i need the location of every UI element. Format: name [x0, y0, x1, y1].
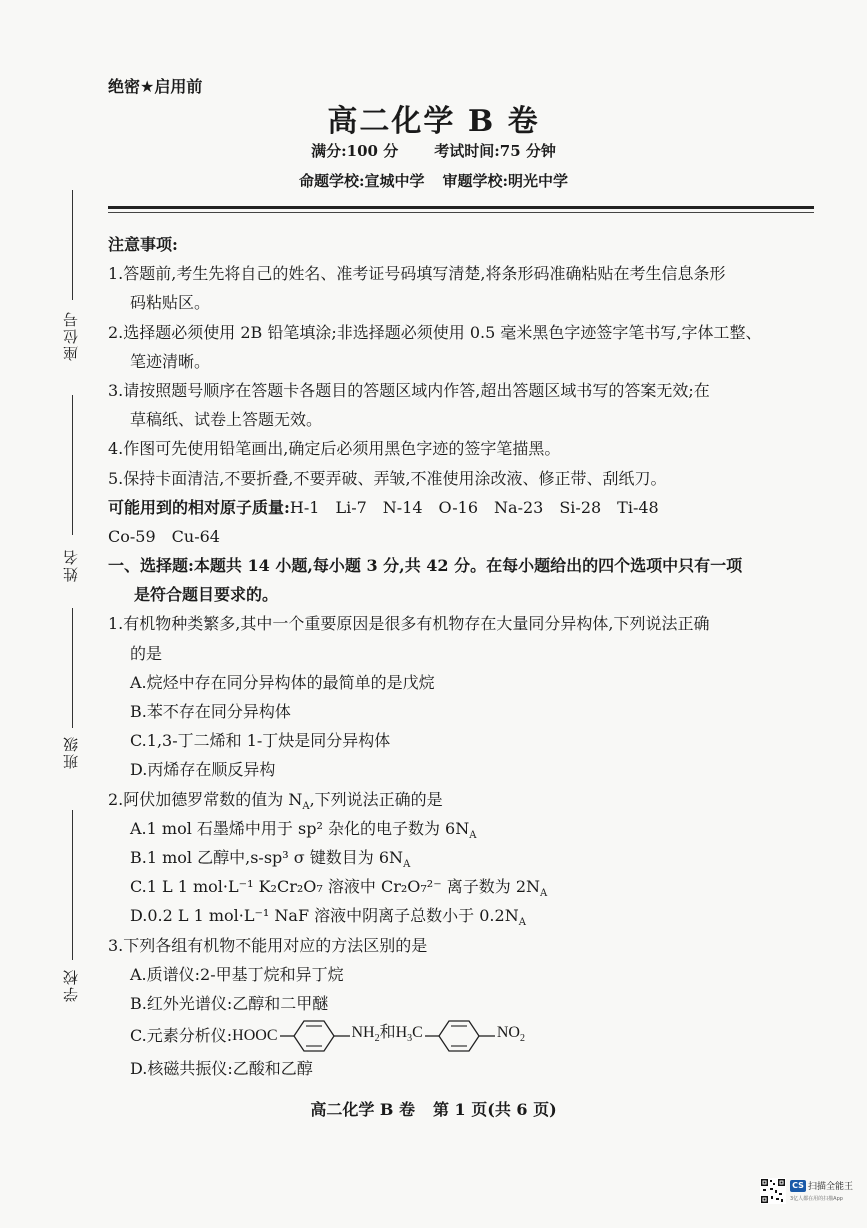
footer-title: 高二化学 B 卷: [310, 1100, 415, 1119]
exam-body: [108, 230, 818, 1083]
question-1-option-c: C.1,3-丁二烯和 1-丁炔是同分异构体: [130, 731, 391, 751]
binding-line: [72, 395, 73, 535]
binding-line: [72, 810, 73, 960]
reviewer-school: 审题学校:明光中学: [442, 172, 569, 190]
scanner-app-name: 扫描全能王: [808, 1182, 854, 1192]
na-subscript: A: [540, 888, 548, 900]
page-number: 第 1 页(共 6 页): [432, 1100, 557, 1119]
notice-item: 5.保持卡面清洁,不要折叠,不要弄破、弄皱,不准使用涂改液、修正带、刮纸刀。: [108, 468, 667, 488]
exam-time: 考试时间:75 分钟: [434, 142, 556, 160]
nh-text: NH: [351, 1023, 375, 1041]
scanner-tagline: 3亿人都在用的扫描App: [790, 1196, 843, 1202]
section-heading: 一、选择题:本题共 14 小题,每小题 3 分,共 42 分。在每小题给出的四个选项中只有一项: [108, 556, 743, 576]
na-subscript: A: [302, 800, 310, 812]
structure-group-hooc: HOOC: [232, 1027, 278, 1045]
option-text: D.0.2 L 1 mol·L⁻¹ NaF 溶液中阴离子总数小于 0.2N: [130, 906, 519, 926]
no-text: NO: [496, 1023, 520, 1041]
nh-subscript: 2: [374, 1033, 380, 1045]
binding-line: [72, 190, 73, 300]
atomic-masses-label: 可能用到的相对原子质量:: [108, 497, 290, 517]
option-text: C.1 L 1 mol·L⁻¹ K₂Cr₂O₇ 溶液中 Cr₂O₇²⁻ 离子数为 2N: [130, 877, 541, 897]
name-label: 姓名: [62, 548, 80, 582]
atomic-masses-values: H-1 Li-7 N-14 O-16 Na-23 Si-28 Ti-48: [289, 497, 659, 517]
option-text: C.元素分析仪:: [130, 1026, 233, 1046]
notice-item: 1.答题前,考生先将自己的姓名、准考证号码填写清楚,将条形码准确粘贴在考生信息条形: [108, 264, 726, 284]
na-subscript: A: [518, 917, 526, 929]
and-h-text: 和H: [379, 1023, 408, 1041]
question-3-option-c: [108, 1018, 818, 1054]
exam-schools: [0, 170, 867, 191]
confidential-mark: 绝密★启用前: [108, 77, 203, 96]
exam-meta: [0, 140, 867, 161]
benzene-ring-icon: [425, 1019, 495, 1053]
notice-item-cont: 笔迹清晰。: [130, 351, 211, 371]
atomic-masses: [108, 493, 818, 522]
question-3-option-d: D.核磁共振仪:乙酸和乙醇: [130, 1059, 313, 1079]
notice-item: 3.请按照题号顺序在答题卡各题目的答题区域内作答,超出答题区域书写的答案无效;在: [108, 380, 710, 400]
question-1-option-b: B.苯不存在同分异构体: [130, 702, 291, 721]
h-subscript: 3: [407, 1033, 413, 1045]
question-1-stem: 1.有机物种类繁多,其中一个重要原因是很多有机物存在大量同分异构体,下列说法正确: [108, 614, 710, 634]
notice-item-cont: 草稿纸、试卷上答题无效。: [130, 410, 323, 430]
page-footer: [0, 1097, 867, 1120]
c-text: C: [412, 1023, 423, 1041]
question-2-option-c: [108, 872, 818, 901]
structure-group-no2: [497, 1015, 525, 1057]
na-subscript: A: [469, 829, 477, 841]
atomic-masses-cont: Co-59 Cu-64: [108, 526, 220, 546]
question-2-option-b: [108, 843, 818, 872]
benzene-ring-icon: [280, 1019, 350, 1053]
exam-title: 高二化学 B 卷: [327, 104, 540, 139]
notice-item: 4.作图可先使用铅笔画出,确定后必须用黑色字迹的签字笔描黑。: [108, 439, 561, 459]
seat-label: 座位号: [62, 310, 80, 361]
qr-code-icon: [760, 1178, 786, 1204]
notice-heading: 注意事项:: [108, 235, 178, 254]
question-1-option-a: A.烷烃中存在同分异构体的最简单的是戊烷: [130, 672, 435, 692]
full-score: 满分:100 分: [311, 142, 399, 160]
question-2-stem-tail: ,下列说法正确的是: [309, 789, 443, 809]
option-text: A.1 mol 石墨烯中用于 sp² 杂化的电子数为 6N: [130, 818, 470, 838]
notice-item: 2.选择题必须使用 2B 铅笔填涂;非选择题必须使用 0.5 毫米黑色字迹签字笔书写,字体工整、: [108, 322, 762, 342]
cs-logo: CS: [790, 1180, 806, 1192]
binding-line: [72, 608, 73, 728]
question-1-option-d: D.丙烯存在顺反异构: [130, 760, 276, 780]
na-subscript: A: [403, 859, 411, 871]
structure-group-nh2: [352, 1015, 423, 1057]
scanner-watermark: [760, 1178, 856, 1218]
question-2-stem: [108, 785, 818, 814]
question-3-stem: 3.下列各组有机物不能用对应的方法区别的是: [108, 935, 428, 955]
no-subscript: 2: [519, 1033, 525, 1045]
section-heading-cont: 是符合题目要求的。: [134, 585, 279, 605]
setter-school: 命题学校:宣城中学: [298, 172, 425, 190]
option-text: B.1 mol 乙醇中,s-sp³ σ 键数目为 6N: [130, 847, 404, 867]
question-2-stem-text: 2.阿伏加德罗常数的值为 N: [108, 789, 303, 809]
question-2-option-d: [108, 901, 818, 930]
question-1-stem-cont: 的是: [130, 643, 163, 663]
question-2-option-a: [108, 814, 818, 843]
question-3-option-a: A.质谱仪:2-甲基丁烷和异丁烷: [130, 964, 344, 984]
header-divider: [108, 206, 814, 209]
question-3-option-b: B.红外光谱仪:乙醇和二甲醚: [130, 993, 329, 1013]
notice-item-cont: 码粘贴区。: [130, 293, 211, 313]
header-divider-thin: [108, 212, 814, 213]
school-label: 学校: [62, 968, 80, 1002]
class-label: 班级: [62, 735, 80, 769]
